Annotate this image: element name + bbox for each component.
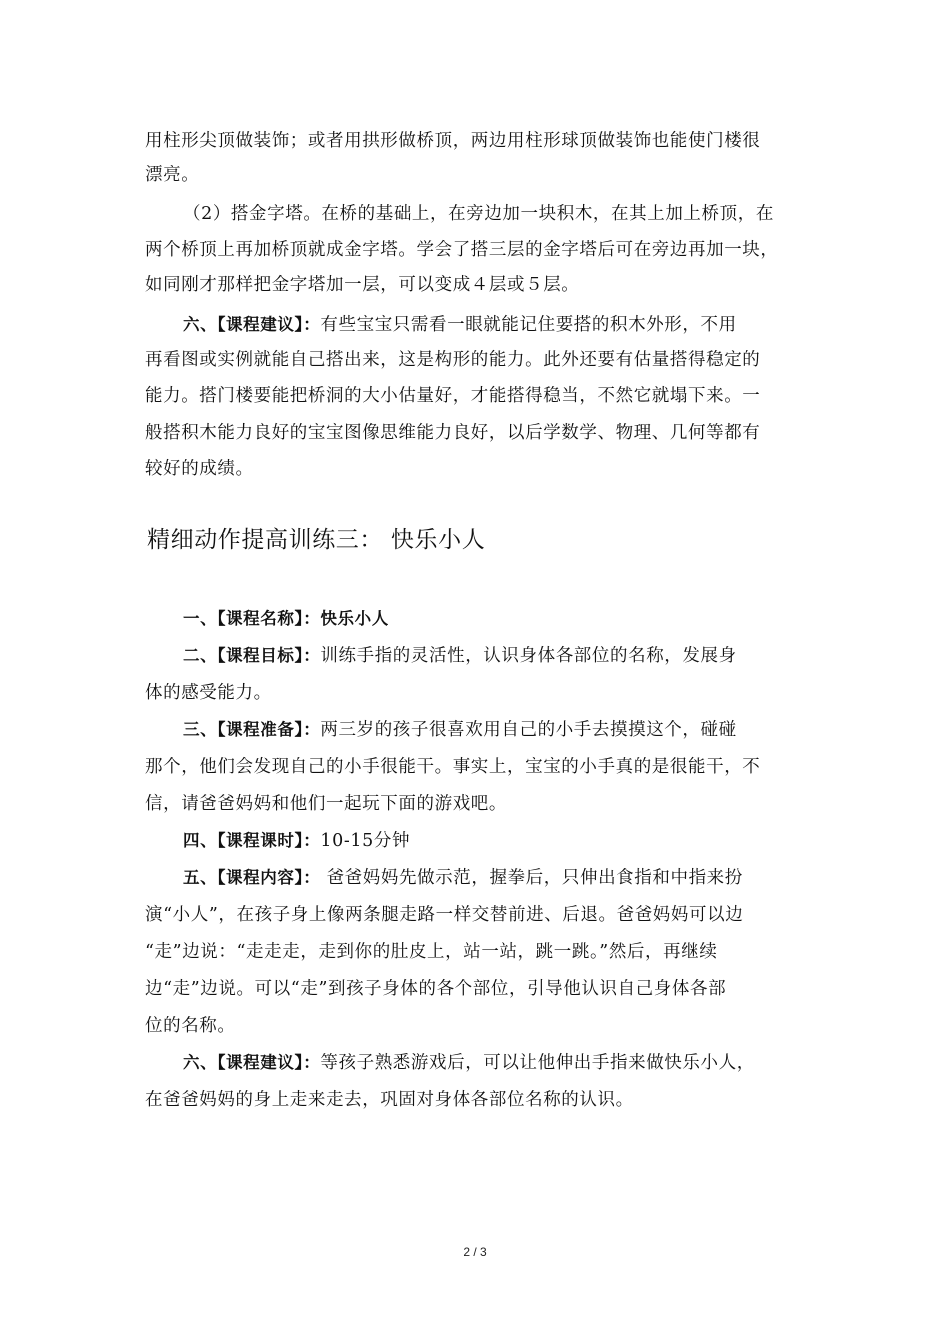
- course-time-label: 四、【课程课时】：: [183, 831, 321, 850]
- course-time-value: 10-15分钟: [320, 831, 411, 851]
- paragraph-line: 如同刚才那样把金字塔加一层，可以变成４层或５层。: [145, 275, 580, 295]
- suggestion-line: [183, 312, 737, 338]
- course-prep-line: [183, 717, 737, 743]
- course-suggestion-line: [183, 1050, 755, 1076]
- page-number: 2 / 3: [463, 1245, 487, 1259]
- course-name-label: 一、【课程名称】：: [183, 609, 321, 628]
- course-goal-line: [183, 643, 737, 669]
- suggestion-label: 六、【课程建议】：: [183, 315, 321, 334]
- course-time-line: [183, 828, 410, 854]
- paragraph-line: 用柱形尖顶做装饰；或者用拱形做桥顶，两边用柱形球顶做装饰也能使门楼很: [145, 131, 761, 151]
- paragraph-line: （2）搭金字塔。在桥的基础上，在旁边加一块积木，在其上加上桥顶，在: [183, 204, 774, 224]
- suggestion-text: 有些宝宝只需看一眼就能记住要搭的积木外形，不用: [320, 315, 737, 335]
- paragraph-line: 漂亮。: [145, 165, 200, 185]
- course-content-line: 边“走”边说。可以“走”到孩子身体的各个部位，引导他认识自己身体各部: [145, 979, 727, 999]
- suggestion-line: 较好的成绩。: [145, 459, 254, 479]
- course-content-line: 位的名称。: [145, 1016, 236, 1036]
- course-content-line: [183, 865, 743, 891]
- course-content-text: 爸爸妈妈先做示范，握拳后，只伸出食指和中指来扮: [320, 868, 743, 888]
- course-content-line: 演“小人”，在孩子身上像两条腿走路一样交替前进、后退。爸爸妈妈可以边: [145, 905, 744, 925]
- course-suggestion-line: 在爸爸妈妈的身上走来走去，巩固对身体各部位名称的认识。: [145, 1090, 634, 1110]
- suggestion-line: 能力。搭门楼要能把桥洞的大小估量好，才能搭得稳当，不然它就塌下来。一: [145, 386, 761, 406]
- suggestion-line: 般搭积木能力良好的宝宝图像思维能力良好，以后学数学、物理、几何等都有: [145, 423, 761, 443]
- course-content-label: 五、【课程内容】：: [183, 868, 321, 887]
- course-name-line: [183, 606, 389, 632]
- course-suggestion-label: 六、【课程建议】：: [183, 1053, 321, 1072]
- paragraph-line: 两个桥顶上再加桥顶就成金字塔。学会了搭三层的金字塔后可在旁边再加一块，: [145, 240, 779, 260]
- course-goal-text: 训练手指的灵活性，认识身体各部位的名称，发展身: [320, 646, 737, 666]
- course-content-line: “走”边说：“走走走，走到你的肚皮上，站一站，跳一跳。”然后，再继续: [145, 942, 718, 962]
- section-title: 精细动作提高训练三： 快乐小人: [147, 527, 486, 553]
- course-prep-label: 三、【课程准备】：: [183, 720, 321, 739]
- course-goal-label: 二、【课程目标】：: [183, 646, 321, 665]
- course-prep-line: 那个，他们会发现自己的小手很能干。事实上，宝宝的小手真的是很能干，不: [145, 757, 761, 777]
- course-suggestion-text: 等孩子熟悉游戏后，可以让他伸出手指来做快乐小人，: [320, 1053, 755, 1073]
- course-name-value: 快乐小人: [320, 609, 389, 628]
- course-prep-text: 两三岁的孩子很喜欢用自己的小手去摸摸这个，碰碰: [320, 720, 737, 740]
- course-prep-line: 信，请爸爸妈妈和他们一起玩下面的游戏吧。: [145, 794, 507, 814]
- course-goal-line: 体的感受能力。: [145, 683, 272, 703]
- suggestion-line: 再看图或实例就能自己搭出来，这是构形的能力。此外还要有估量搭得稳定的: [145, 350, 761, 370]
